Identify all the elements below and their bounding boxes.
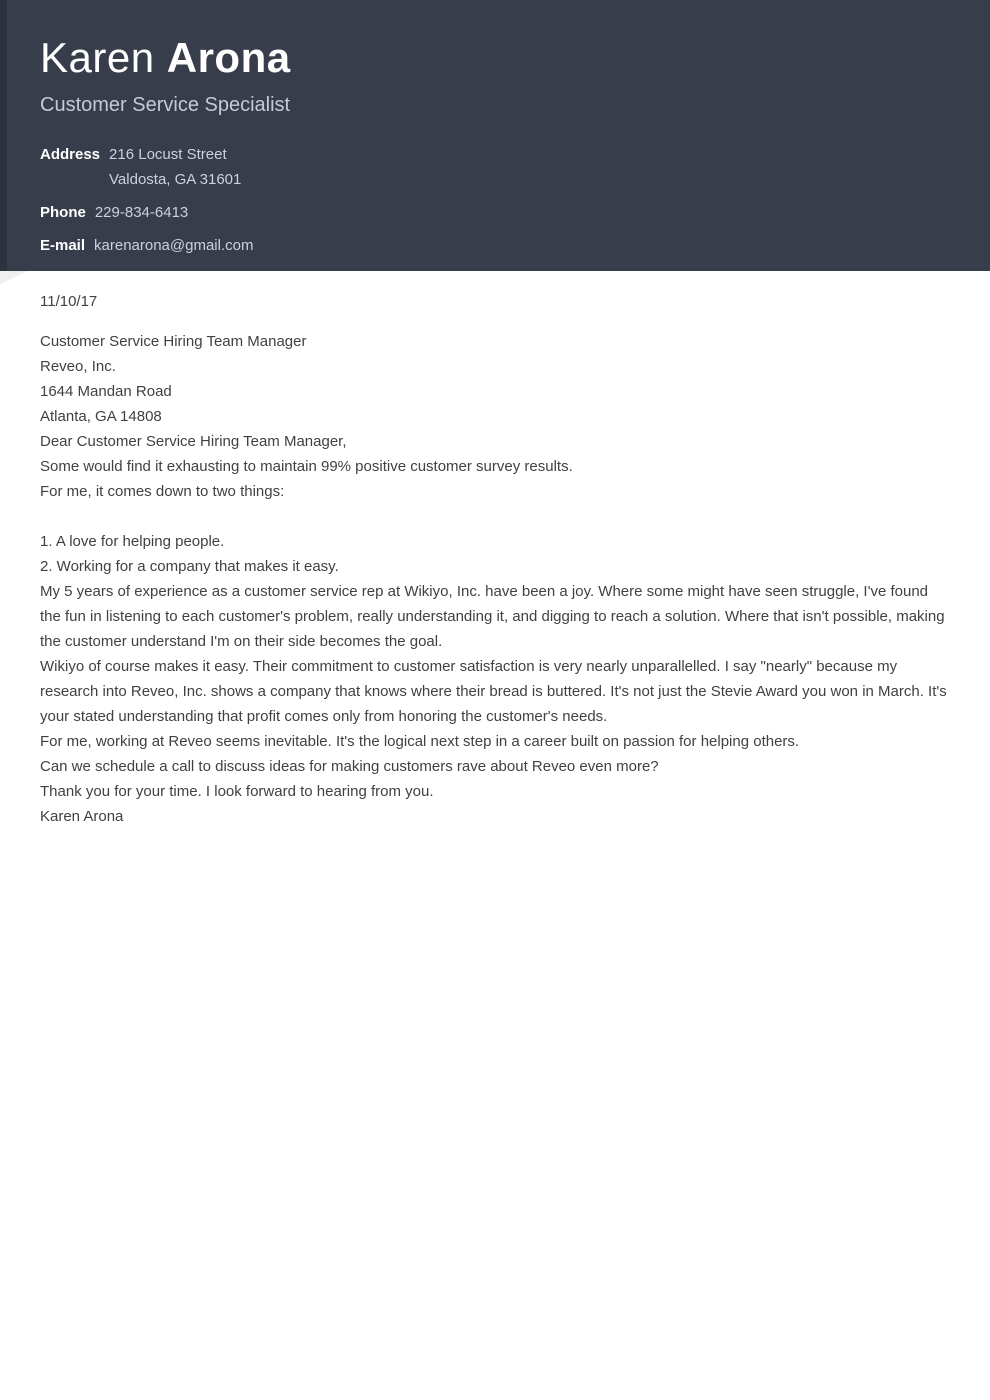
letter-body [0,271,990,829]
candidate-name [40,34,945,82]
recipient-line-city: Atlanta, GA 14808 [40,408,162,425]
address-label: Address [40,146,101,163]
numbered-list [40,529,950,579]
candidate-first-name: Karen [40,34,155,81]
contact-info-block [40,142,945,258]
list-item-1: 1. A love for helping people. [40,533,225,550]
paragraph-inevitable: For me, working at Reveo seems inevitable. It's the logical next step in a career built on passion for helping others. [40,733,800,750]
email-label: E-mail [40,237,86,254]
recipient-line-company: Reveo, Inc. [40,358,116,375]
email-value: karenarona@gmail.com [94,237,254,254]
phone-label: Phone [40,204,86,221]
paragraph-two-things: For me, it comes down to two things: [40,483,285,500]
phone-value: 229-834-6413 [94,204,189,221]
candidate-last-name: Arona [166,34,291,81]
address-line-2: Valdosta, GA 31601 [109,171,242,188]
paragraph-experience: My 5 years of experience as a customer service rep at Wikiyo, Inc. have been a joy. Where some might have seen struggle, I've found the fun in listening to each customer's problem, really understanding it, and digging to reach a solution. Where that isn't possible, making the customer understand I'm on their side becomes the goal. [40,583,945,650]
letter-header [0,0,990,271]
recipient-block [40,329,950,429]
signature: Karen Arona [40,808,124,825]
header-fold-decoration [0,271,28,284]
header-left-accent-strip [0,0,7,271]
contact-row-email [40,233,945,258]
recipient-line-title: Customer Service Hiring Team Manager [40,333,307,350]
paragraph-call-to-action: Can we schedule a call to discuss ideas for making customers rave about Reveo even more? [40,758,659,775]
paragraph-company-research: Wikiyo of course makes it easy. Their commitment to customer satisfaction is very nearly unparallelled. I say "nearly" because my research into Reveo, Inc. shows a company that knows where their bread is buttered. It's not just the Stevie Award you won in March. It's your stated understanding that profit comes only from honoring the customer's needs. [40,658,947,725]
paragraph-thanks: Thank you for your time. I look forward to hearing from you. [40,783,434,800]
recipient-line-street: 1644 Mandan Road [40,383,172,400]
address-line-1: 216 Locust Street [109,146,227,163]
list-item-2: 2. Working for a company that makes it easy. [40,558,339,575]
address-value [109,142,241,192]
salutation: Dear Customer Service Hiring Team Manager, [40,433,347,450]
contact-row-address [40,142,945,192]
job-title: Customer Service Specialist [40,94,291,116]
contact-row-phone [40,200,945,225]
paragraph-hook: Some would find it exhausting to maintain 99% positive customer survey results. [40,458,573,475]
letter-date: 11/10/17 [40,293,98,310]
